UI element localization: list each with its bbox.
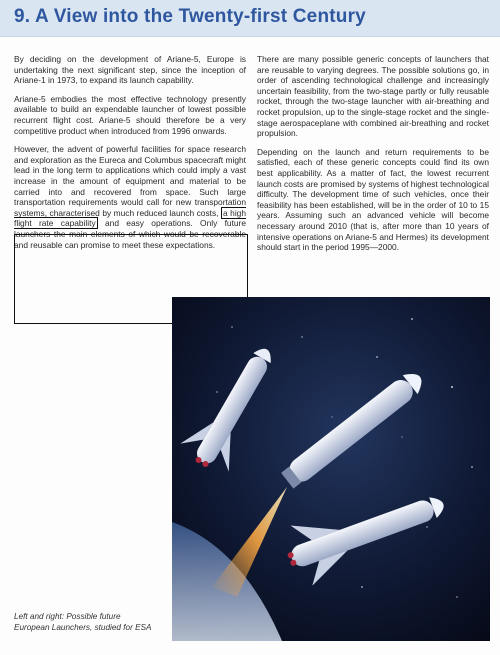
left-paragraph-3-intro: However, the advent of powerful facilities for space research and exploration as the Eureca and Columbus spacecraft might lead in the long term to applications which could xyxy=(14,144,246,176)
caption-line-2: European Launchers, studied for ESA xyxy=(14,623,152,632)
right-paragraph-1: There are many possible generic concepts of launchers that are reusable to varying degrees. The possible solutions go, in order of ascending technological challenge and increasingly uncertain feasibility, from the two-stage partly or fully reusable rocket, through the two-stage launcher with air-breathing and rocket propulsion, up to the single-stage rocket and the single-stage aerospaceplane with combined air-breathing and rocket propulsion. xyxy=(257,54,489,139)
inner-highlight-text: a high flight rate capability xyxy=(14,207,246,229)
right-paragraph-2: Depending on the launch and return requirements to be satisfied, each of these generic concepts could find its own best applicability. As a matter of fact, the lowest recurrent launch costs are promised by systems of highest technological difficulty. The development time of such vehicles, once their feasibility has been established, will be in the order of 10 to 15 years. Assuming such an advanced vehicle will become necessary around 2010 (that is, after more than 10 years of intensive operations on Ariane-5 and Hermes) its development should start in the period 1995—2000. xyxy=(257,146,489,253)
caption-line-1: Left and right: Possible future xyxy=(14,612,121,621)
figure-caption xyxy=(14,611,174,633)
left-paragraph-1: By deciding on the development of Ariane-5, Europe is undertaking the next significant step, since the inception of Ariane-1 in 1973, to expand its launch capability. xyxy=(14,54,246,86)
launcher-illustration xyxy=(172,297,490,641)
boxed-text-part-2: and easy operations. Only future launchers the main elements of which would be recoverable and reusable can promise to meet these expectations. xyxy=(14,218,247,250)
right-column xyxy=(257,54,489,261)
left-column xyxy=(14,54,246,258)
left-paragraph-3 xyxy=(14,144,246,250)
boxed-text-part-1: imply a vast increase in the amount of equipment and material to be carried into and recovered from space. Such large transportation requirements would call for new transportation systems, characterised by much reduced launch costs, xyxy=(14,165,247,218)
left-paragraph-2: Ariane-5 embodies the most effective technology presently available to build an expendable launcher of lowest possible recurrent flight cost. Ariane-5 should therefore be a very competitive product when introduced from 1996 onwards. xyxy=(14,93,246,136)
page-title: 9. A View into the Twenty-first Century xyxy=(14,6,366,27)
